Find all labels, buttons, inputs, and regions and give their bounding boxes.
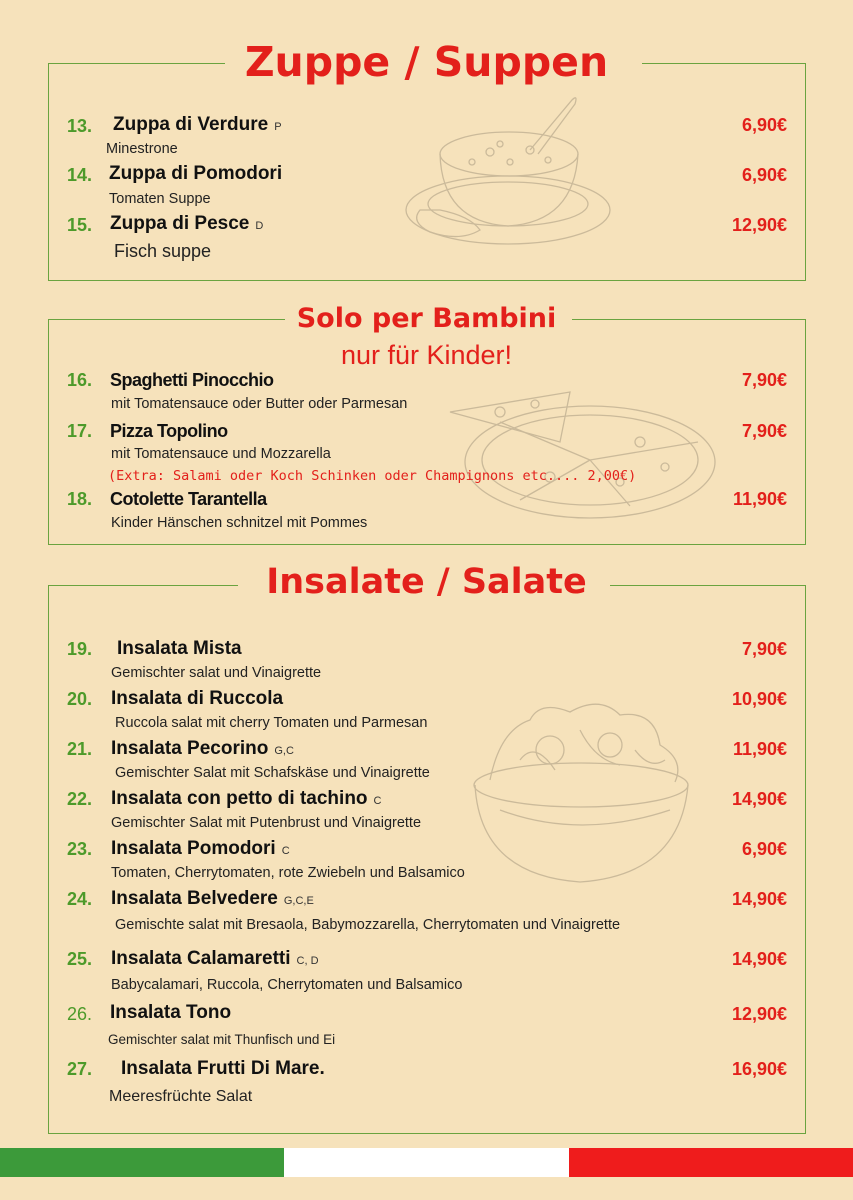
item-name: [111, 788, 381, 810]
item-allergens: D: [255, 220, 264, 232]
item-allergens: G,C,E: [283, 895, 314, 907]
item-price: 6,90€: [741, 165, 787, 185]
item-allergens: C: [281, 845, 290, 857]
item-number: 25.: [67, 949, 93, 969]
item-number: 21.: [67, 739, 93, 759]
item-allergens: G,C: [274, 745, 294, 757]
item-description: Ruccola salat mit cherry Tomaten und Parmesan: [115, 715, 428, 731]
item-price: 14,90€: [731, 789, 787, 809]
item-name-text: Zuppa di Pesce: [110, 213, 250, 234]
item-name-text: Insalata Belvedere: [111, 888, 278, 909]
item-name-text: Insalata Tono: [110, 1002, 232, 1023]
item-description: Fisch suppe: [114, 241, 212, 261]
item-price: 10,90€: [731, 689, 787, 709]
item-name-text: Insalata di Ruccola: [111, 688, 284, 709]
item-description: Gemischter salat mit Thunfisch und Ei: [108, 1032, 336, 1047]
item-number: 18.: [67, 489, 93, 509]
item-number: 23.: [67, 839, 93, 859]
item-price: 14,90€: [731, 889, 787, 909]
item-name-text: Insalata Pomodori: [111, 838, 276, 859]
item-description: Gemischte salat mit Bresaola, Babymozzarella, Cherrytomaten und Vinaigrette: [115, 917, 621, 933]
salad-bowl-sketch-icon: [460, 690, 700, 890]
pizza-sketch-icon: [440, 372, 725, 524]
item-price: 11,90€: [732, 489, 787, 509]
item-name: Spaghetti Pinocchio: [110, 370, 274, 390]
flag-stripe-red: [569, 1148, 853, 1177]
item-price: 12,90€: [731, 215, 787, 235]
item-allergens: P: [274, 121, 282, 133]
flag-stripe-white: [284, 1148, 569, 1177]
item-description: Tomaten Suppe: [109, 191, 211, 207]
item-number: 17.: [67, 421, 93, 441]
item-number: 16.: [67, 370, 93, 390]
item-description: mit Tomatensauce oder Butter oder Parmesan: [111, 396, 408, 412]
soup-bowl-sketch-icon: [400, 92, 615, 262]
item-price: 14,90€: [731, 949, 787, 969]
item-name: [109, 163, 282, 185]
item-name-text: Insalata Frutti Di Mare.: [121, 1058, 325, 1079]
item-number: 27.: [67, 1059, 93, 1079]
item-description: Gemischter Salat mit Putenbrust und Vinaigrette: [111, 815, 422, 831]
item-name: [110, 213, 263, 235]
kinder-section-title: Solo per Bambini: [296, 303, 557, 334]
item-number: 19.: [67, 639, 93, 659]
item-price: 12,90€: [731, 1004, 787, 1024]
item-description: mit Tomatensauce und Mozzarella: [111, 446, 331, 462]
kinder-extra-note: (Extra: Salami oder Koch Schinken oder Champignons etc.... 2,00€): [108, 468, 637, 484]
item-number: 20.: [67, 689, 93, 709]
item-name: [113, 114, 282, 136]
item-description: Gemischter salat und Vinaigrette: [111, 665, 322, 681]
item-number: 15.: [67, 215, 93, 235]
item-number: 14.: [67, 165, 93, 185]
item-name: [111, 888, 314, 910]
item-price: 6,90€: [741, 839, 787, 859]
item-allergens: C, D: [296, 955, 319, 967]
item-description: Gemischter Salat mit Schafskäse und Vinaigrette: [115, 765, 430, 781]
item-name-text: Insalata Pecorino: [111, 738, 269, 759]
item-name: [117, 638, 242, 660]
item-price: 7,90€: [741, 421, 787, 441]
item-description: Babycalamari, Ruccola, Cherrytomaten und Balsamico: [111, 977, 463, 993]
item-name: [121, 1058, 325, 1080]
flag-stripe-green: [0, 1148, 284, 1177]
item-price: 6,90€: [741, 115, 787, 135]
salate-section-title: Insalate / Salate: [266, 562, 587, 602]
item-number: 22.: [67, 789, 93, 809]
item-name-text: Insalata Calamaretti: [111, 948, 291, 969]
item-number: 26.: [67, 1004, 93, 1024]
item-number: 24.: [67, 889, 93, 909]
item-name-text: Insalata con petto di tachino: [111, 788, 368, 809]
item-description: Minestrone: [106, 141, 178, 157]
item-name: [111, 948, 319, 970]
kinder-section-subtitle: nur für Kinder!: [340, 340, 513, 370]
item-price: 7,90€: [741, 639, 787, 659]
item-number: 13.: [67, 116, 93, 136]
item-allergens: C: [373, 795, 382, 807]
item-description: Kinder Hänschen schnitzel mit Pommes: [111, 515, 368, 531]
item-name: Cotolette Tarantella: [110, 489, 267, 509]
item-name-text: Zuppa di Verdure: [113, 114, 269, 135]
item-price: 11,90€: [732, 739, 787, 759]
item-name: Pizza Topolino: [110, 421, 228, 441]
item-name: [111, 688, 283, 710]
item-name-text: Insalata Mista: [117, 638, 242, 659]
item-price: 7,90€: [741, 370, 787, 390]
item-price: 16,90€: [731, 1059, 787, 1079]
item-name: [111, 738, 294, 760]
item-description: Meeresfrüchte Salat: [109, 1088, 253, 1105]
item-description: Tomaten, Cherrytomaten, rote Zwiebeln und Balsamico: [111, 865, 465, 881]
item-name: [110, 1002, 231, 1024]
item-name: [111, 838, 290, 860]
suppen-section-title: Zuppe / Suppen: [244, 38, 609, 86]
item-name-text: Zuppa di Pomodori: [109, 163, 283, 184]
